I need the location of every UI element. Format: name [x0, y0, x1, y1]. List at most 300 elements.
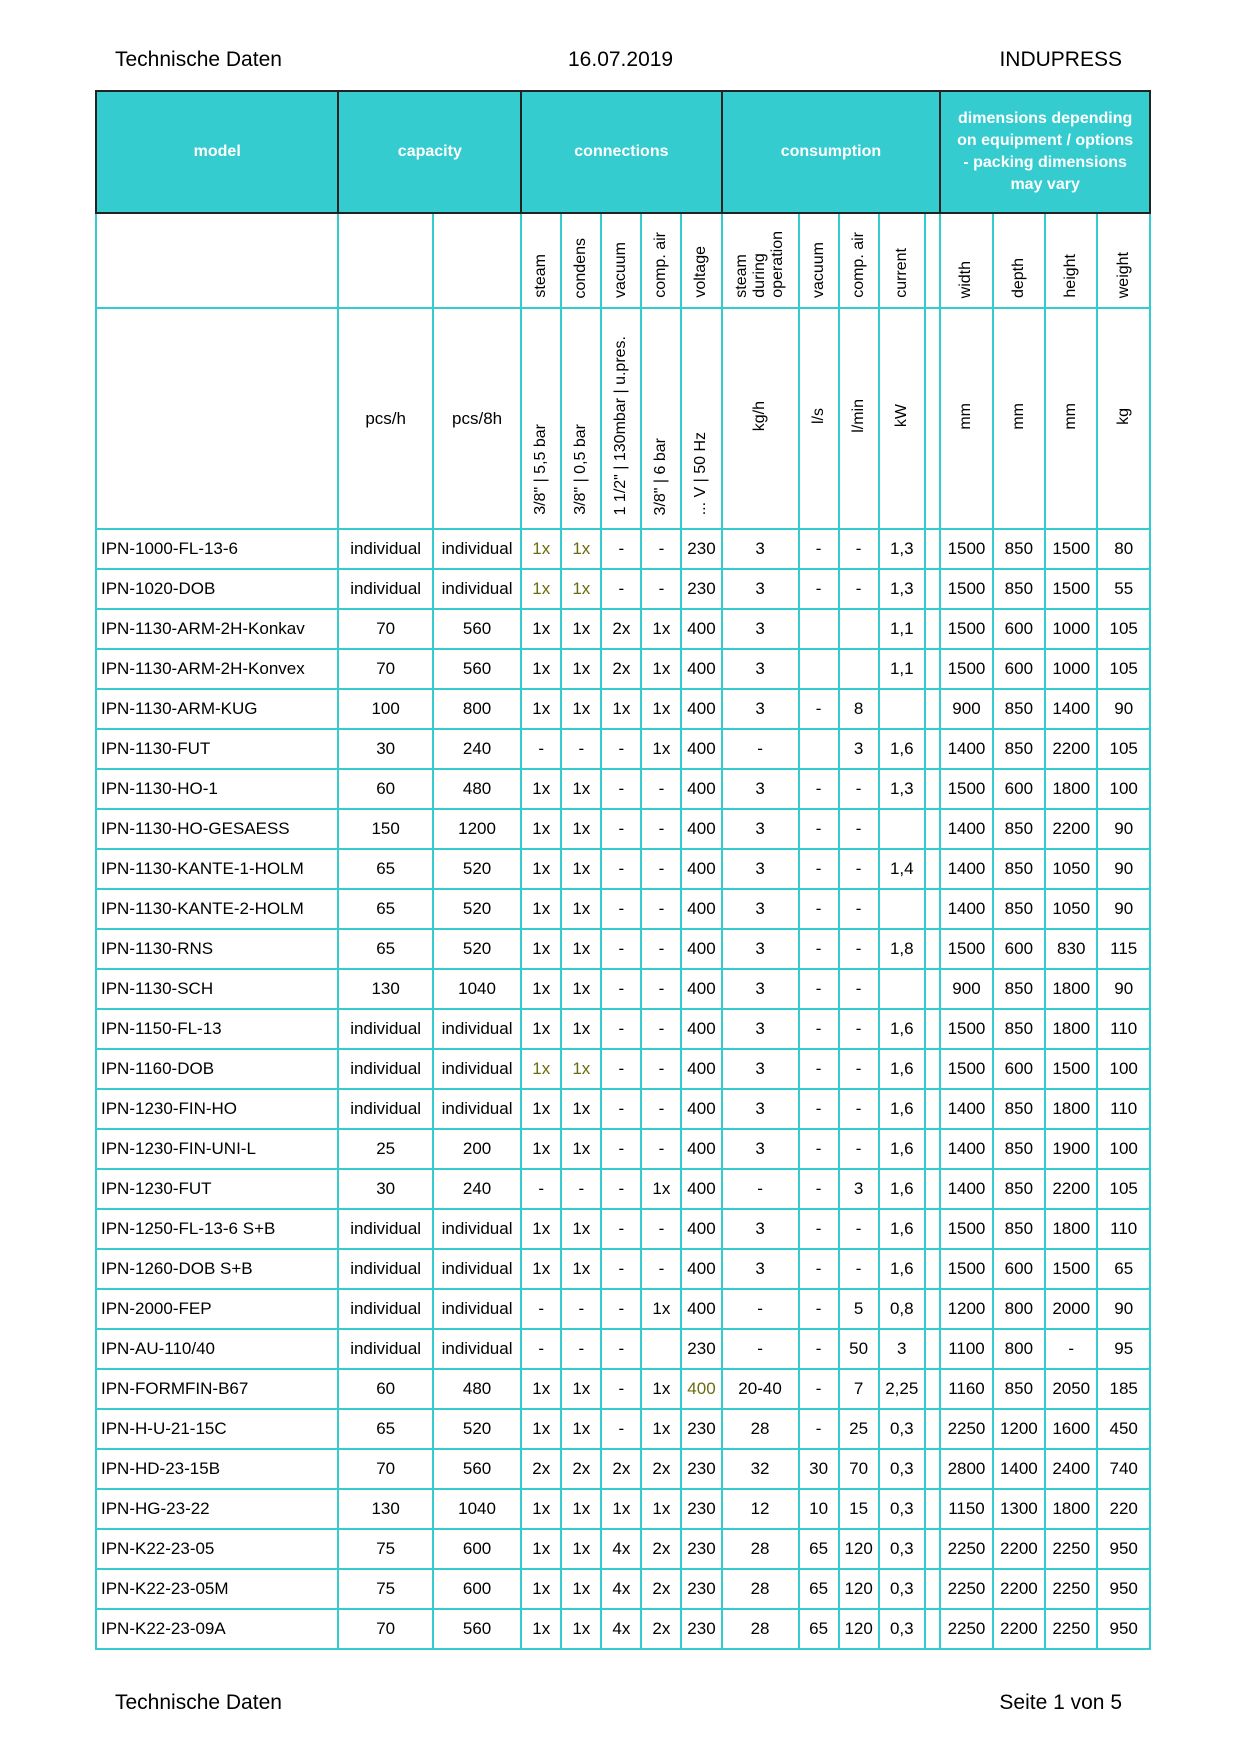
cell-dim-width: 2800: [940, 1449, 992, 1489]
cell-conn-vacuum: -: [601, 809, 641, 849]
cell-spacer: [925, 1489, 940, 1529]
cell-conn-vacuum: 2x: [601, 609, 641, 649]
cell-dim-width: 2250: [940, 1609, 992, 1649]
cell-pcs-per-hour: 65: [338, 1409, 432, 1449]
cell-dim-weight: 950: [1097, 1529, 1150, 1569]
cell-spacer: [925, 569, 940, 609]
sub-dim-height: height: [1045, 213, 1097, 308]
table-row: [96, 1449, 1150, 1489]
cell-conn-voltage: 230: [681, 1529, 721, 1569]
cell-cons-air: 120: [839, 1569, 879, 1609]
cell-cons-steam: 3: [722, 1089, 799, 1129]
cell-model: IPN-1130-HO-1: [96, 769, 338, 809]
cell-conn-voltage: 400: [681, 1169, 721, 1209]
cell-dim-height: 2250: [1045, 1569, 1097, 1609]
cell-dim-weight: 110: [1097, 1209, 1150, 1249]
sub-conn-steam: steam: [521, 213, 561, 308]
cell-cons-steam: 3: [722, 929, 799, 969]
cell-conn-vacuum: -: [601, 1089, 641, 1129]
cell-cons-current: 1,6: [879, 1209, 925, 1249]
cell-cons-current: [879, 969, 925, 1009]
cell-conn-vacuum: 2x: [601, 1449, 641, 1489]
group-model: model: [96, 91, 338, 213]
cell-spacer: [925, 1569, 940, 1609]
cell-cons-steam: 28: [722, 1409, 799, 1449]
cell-dim-depth: 600: [993, 609, 1045, 649]
cell-cons-current: 0,3: [879, 1409, 925, 1449]
cell-spacer: [925, 929, 940, 969]
cell-conn-vacuum: -: [601, 1209, 641, 1249]
cell-cons-air: 5: [839, 1289, 879, 1329]
cell-dim-depth: 850: [993, 729, 1045, 769]
cell-dim-depth: 850: [993, 569, 1045, 609]
cell-dim-height: 2400: [1045, 1449, 1097, 1489]
cell-pcs-per-8h: individual: [433, 529, 521, 569]
cell-conn-condens: 1x: [561, 1609, 601, 1649]
table-row: [96, 1529, 1150, 1569]
technical-data-table: [95, 90, 1151, 1650]
cell-dim-weight: 100: [1097, 1049, 1150, 1089]
cell-conn-condens: 1x: [561, 969, 601, 1009]
cell-conn-steam: 1x: [521, 1209, 561, 1249]
cell-conn-vacuum: -: [601, 969, 641, 1009]
cell-cons-air: -: [839, 529, 879, 569]
cell-cons-current: 1,6: [879, 1129, 925, 1169]
cell-model: IPN-1130-FUT: [96, 729, 338, 769]
cell-model: IPN-1130-KANTE-1-HOLM: [96, 849, 338, 889]
cell-conn-condens: 1x: [561, 649, 601, 689]
unit-conn-voltage: ... V | 50 Hz: [681, 308, 721, 529]
cell-dim-weight: 110: [1097, 1009, 1150, 1049]
cell-cons-steam: 20-40: [722, 1369, 799, 1409]
footer-left: Technische Daten: [115, 1691, 282, 1714]
cell-model: IPN-1230-FIN-UNI-L: [96, 1129, 338, 1169]
cell-pcs-per-hour: 70: [338, 1609, 432, 1649]
cell-dim-weight: 90: [1097, 889, 1150, 929]
cell-conn-steam: 1x: [521, 1489, 561, 1529]
cell-conn-air: 1x: [641, 609, 681, 649]
cell-conn-voltage: 400: [681, 1369, 721, 1409]
cell-dim-weight: 105: [1097, 729, 1150, 769]
cell-dim-height: 1900: [1045, 1129, 1097, 1169]
cell-conn-condens: 1x: [561, 1489, 601, 1529]
cell-cons-steam: -: [722, 1329, 799, 1369]
cell-dim-depth: 600: [993, 769, 1045, 809]
cell-dim-weight: 950: [1097, 1569, 1150, 1609]
cell-dim-weight: 90: [1097, 969, 1150, 1009]
cell-cons-current: 1,3: [879, 769, 925, 809]
cell-cons-air: 7: [839, 1369, 879, 1409]
cell-dim-depth: 800: [993, 1289, 1045, 1329]
cell-dim-height: 1600: [1045, 1409, 1097, 1449]
cell-pcs-per-8h: 520: [433, 1409, 521, 1449]
cell-pcs-per-hour: individual: [338, 1209, 432, 1249]
cell-conn-air: -: [641, 889, 681, 929]
sub-cons-vacuum: vacuum: [799, 213, 839, 308]
cell-dim-height: 1800: [1045, 1489, 1097, 1529]
cell-conn-condens: 1x: [561, 849, 601, 889]
cell-spacer: [925, 969, 940, 1009]
cell-conn-steam: 1x: [521, 529, 561, 569]
cell-spacer: [925, 809, 940, 849]
cell-pcs-per-hour: 65: [338, 849, 432, 889]
cell-dim-weight: 950: [1097, 1609, 1150, 1649]
cell-cons-air: [839, 609, 879, 649]
cell-conn-vacuum: -: [601, 1169, 641, 1209]
cell-cons-vacuum: -: [799, 1049, 839, 1089]
cell-conn-voltage: 230: [681, 529, 721, 569]
cell-cons-current: 1,6: [879, 1169, 925, 1209]
cell-cons-air: [839, 649, 879, 689]
table-row: [96, 1609, 1150, 1649]
cell-spacer: [925, 729, 940, 769]
cell-dim-width: 1500: [940, 769, 992, 809]
cell-dim-width: 2250: [940, 1409, 992, 1449]
cell-cons-air: -: [839, 849, 879, 889]
cell-conn-vacuum: -: [601, 889, 641, 929]
cell-model: IPN-1260-DOB S+B: [96, 1249, 338, 1289]
cell-pcs-per-8h: 600: [433, 1569, 521, 1609]
sub-conn-vacuum: vacuum: [601, 213, 641, 308]
cell-dim-width: 1160: [940, 1369, 992, 1409]
table-row: [96, 1089, 1150, 1129]
cell-conn-steam: 1x: [521, 849, 561, 889]
cell-cons-vacuum: 30: [799, 1449, 839, 1489]
cell-dim-weight: 105: [1097, 609, 1150, 649]
cell-cons-vacuum: [799, 609, 839, 649]
table-row: [96, 1049, 1150, 1089]
cell-conn-vacuum: -: [601, 769, 641, 809]
cell-pcs-per-8h: individual: [433, 1249, 521, 1289]
cell-cons-current: 0,3: [879, 1609, 925, 1649]
cell-conn-steam: 1x: [521, 769, 561, 809]
cell-conn-vacuum: -: [601, 529, 641, 569]
cell-conn-steam: 1x: [521, 649, 561, 689]
cell-dim-width: 2250: [940, 1529, 992, 1569]
cell-pcs-per-8h: 600: [433, 1529, 521, 1569]
cell-spacer: [925, 1409, 940, 1449]
cell-cons-vacuum: -: [799, 849, 839, 889]
cell-pcs-per-8h: individual: [433, 1329, 521, 1369]
cell-cons-air: -: [839, 969, 879, 1009]
cell-conn-air: -: [641, 1049, 681, 1089]
cell-conn-vacuum: 4x: [601, 1529, 641, 1569]
cell-pcs-per-hour: individual: [338, 1049, 432, 1089]
cell-cons-air: -: [839, 1249, 879, 1289]
cell-model: IPN-1160-DOB: [96, 1049, 338, 1089]
unit-cons-steam: kg/h: [722, 308, 799, 529]
cell-cons-air: -: [839, 769, 879, 809]
cell-pcs-per-8h: 520: [433, 849, 521, 889]
cell-spacer: [925, 1049, 940, 1089]
cell-dim-width: 900: [940, 969, 992, 1009]
table-row: [96, 1169, 1150, 1209]
cell-cons-current: 1,8: [879, 929, 925, 969]
cell-conn-steam: 1x: [521, 809, 561, 849]
cell-cons-vacuum: -: [799, 889, 839, 929]
cell-cons-air: 50: [839, 1329, 879, 1369]
cell-model: IPN-K22-23-09A: [96, 1609, 338, 1649]
cell-cons-air: -: [839, 1049, 879, 1089]
cell-conn-voltage: 230: [681, 1609, 721, 1649]
cell-conn-vacuum: -: [601, 1409, 641, 1449]
footer-page: Seite 1 von 5: [999, 1691, 1122, 1714]
cell-cons-current: 1,1: [879, 609, 925, 649]
cell-conn-air: 1x: [641, 1409, 681, 1449]
cell-pcs-per-8h: 520: [433, 929, 521, 969]
cell-conn-condens: 1x: [561, 1409, 601, 1449]
cell-cons-steam: 3: [722, 1209, 799, 1249]
cell-spacer: [925, 1529, 940, 1569]
cell-dim-weight: 100: [1097, 1129, 1150, 1169]
cell-conn-steam: 1x: [521, 1009, 561, 1049]
cell-cons-steam: 3: [722, 969, 799, 1009]
cell-dim-weight: 100: [1097, 769, 1150, 809]
cell-cons-air: 8: [839, 689, 879, 729]
cell-pcs-per-8h: 240: [433, 729, 521, 769]
cell-conn-voltage: 400: [681, 889, 721, 929]
cell-pcs-per-8h: 1040: [433, 969, 521, 1009]
cell-model: IPN-K22-23-05: [96, 1529, 338, 1569]
cell-model: IPN-1130-ARM-2H-Konvex: [96, 649, 338, 689]
cell-dim-width: 1500: [940, 1209, 992, 1249]
cell-spacer: [925, 1129, 940, 1169]
table-row: [96, 769, 1150, 809]
cell-conn-voltage: 400: [681, 689, 721, 729]
cell-pcs-per-8h: individual: [433, 1049, 521, 1089]
cell-conn-air: -: [641, 929, 681, 969]
cell-dim-depth: 850: [993, 889, 1045, 929]
header-left: Technische Daten: [115, 48, 282, 71]
cell-cons-steam: 3: [722, 889, 799, 929]
cell-pcs-per-hour: 100: [338, 689, 432, 729]
cell-cons-steam: 3: [722, 1129, 799, 1169]
cell-spacer: [925, 529, 940, 569]
unit-dim-width: mm: [940, 308, 992, 529]
cell-dim-depth: 850: [993, 529, 1045, 569]
unit-dim-height: mm: [1045, 308, 1097, 529]
cell-dim-weight: 740: [1097, 1449, 1150, 1489]
cell-dim-width: 1500: [940, 1249, 992, 1289]
table-row: [96, 1289, 1150, 1329]
cell-conn-condens: 1x: [561, 1569, 601, 1609]
cell-conn-steam: 1x: [521, 1569, 561, 1609]
cell-dim-height: 1400: [1045, 689, 1097, 729]
table-row: [96, 1249, 1150, 1289]
cell-cons-current: [879, 809, 925, 849]
cell-dim-width: 1400: [940, 849, 992, 889]
cell-dim-height: 2050: [1045, 1369, 1097, 1409]
cell-cons-current: 0,8: [879, 1289, 925, 1329]
cell-cons-steam: -: [722, 1169, 799, 1209]
cell-conn-voltage: 400: [681, 1249, 721, 1289]
cell-cons-current: 1,6: [879, 729, 925, 769]
cell-pcs-per-8h: individual: [433, 1009, 521, 1049]
cell-pcs-per-8h: 800: [433, 689, 521, 729]
cell-conn-air: 1x: [641, 1489, 681, 1529]
cell-dim-width: 1500: [940, 1049, 992, 1089]
cell-pcs-per-8h: 560: [433, 649, 521, 689]
cell-model: IPN-1230-FIN-HO: [96, 1089, 338, 1129]
cell-dim-width: 1400: [940, 1089, 992, 1129]
cell-cons-current: 3: [879, 1329, 925, 1369]
unit-dim-depth: mm: [993, 308, 1045, 529]
cell-conn-steam: 1x: [521, 689, 561, 729]
cell-conn-voltage: 400: [681, 809, 721, 849]
cell-pcs-per-hour: individual: [338, 529, 432, 569]
cell-model: IPN-1130-ARM-KUG: [96, 689, 338, 729]
cell-conn-condens: 1x: [561, 689, 601, 729]
cell-model: IPN-1130-RNS: [96, 929, 338, 969]
cell-cons-current: 1,6: [879, 1049, 925, 1089]
cell-spacer: [925, 1289, 940, 1329]
cell-conn-air: -: [641, 809, 681, 849]
cell-conn-condens: 1x: [561, 809, 601, 849]
cell-dim-weight: 90: [1097, 1289, 1150, 1329]
unit-dim-weight: kg: [1097, 308, 1150, 529]
table-row: [96, 1569, 1150, 1609]
cell-conn-voltage: 230: [681, 1449, 721, 1489]
cell-pcs-per-8h: individual: [433, 569, 521, 609]
cell-dim-height: 2000: [1045, 1289, 1097, 1329]
table-row: [96, 1009, 1150, 1049]
sub-dim-depth: depth: [993, 213, 1045, 308]
cell-dim-weight: 185: [1097, 1369, 1150, 1409]
cell-pcs-per-hour: 75: [338, 1569, 432, 1609]
cell-conn-voltage: 400: [681, 1129, 721, 1169]
cell-dim-depth: 2200: [993, 1569, 1045, 1609]
cell-dim-depth: 1400: [993, 1449, 1045, 1489]
cell-conn-condens: 1x: [561, 929, 601, 969]
cell-dim-width: 1400: [940, 1169, 992, 1209]
cell-dim-depth: 2200: [993, 1609, 1045, 1649]
cell-dim-width: 1400: [940, 889, 992, 929]
sub-cons-current: current: [879, 213, 925, 308]
cell-conn-air: 2x: [641, 1609, 681, 1649]
cell-conn-steam: 1x: [521, 1249, 561, 1289]
cell-conn-steam: 1x: [521, 1089, 561, 1129]
cell-conn-air: -: [641, 569, 681, 609]
cell-dim-depth: 850: [993, 849, 1045, 889]
cell-conn-vacuum: -: [601, 729, 641, 769]
cell-model: IPN-1130-ARM-2H-Konkav: [96, 609, 338, 649]
table-row: [96, 729, 1150, 769]
cell-conn-air: 1x: [641, 1289, 681, 1329]
cell-conn-air: 1x: [641, 689, 681, 729]
cell-conn-air: 1x: [641, 649, 681, 689]
cell-conn-vacuum: -: [601, 929, 641, 969]
cell-cons-vacuum: -: [799, 769, 839, 809]
unit-empty-model: [96, 308, 338, 529]
table-row: [96, 889, 1150, 929]
cell-dim-height: 1500: [1045, 569, 1097, 609]
cell-model: IPN-1000-FL-13-6: [96, 529, 338, 569]
cell-dim-weight: 80: [1097, 529, 1150, 569]
cell-dim-weight: 90: [1097, 689, 1150, 729]
unit-conn-air: 3/8" | 6 bar: [641, 308, 681, 529]
cell-conn-steam: 1x: [521, 929, 561, 969]
cell-pcs-per-hour: 60: [338, 769, 432, 809]
cell-conn-steam: 1x: [521, 569, 561, 609]
cell-cons-steam: 32: [722, 1449, 799, 1489]
cell-conn-vacuum: -: [601, 569, 641, 609]
cell-conn-condens: -: [561, 1289, 601, 1329]
cell-conn-voltage: 400: [681, 729, 721, 769]
cell-conn-voltage: 230: [681, 569, 721, 609]
cell-conn-vacuum: -: [601, 1249, 641, 1289]
cell-conn-vacuum: -: [601, 1329, 641, 1369]
cell-cons-current: 0,3: [879, 1489, 925, 1529]
cell-spacer: [925, 1329, 940, 1369]
cell-conn-steam: 1x: [521, 1049, 561, 1089]
cell-conn-steam: -: [521, 1169, 561, 1209]
cell-dim-width: 1100: [940, 1329, 992, 1369]
cell-conn-condens: 1x: [561, 1249, 601, 1289]
cell-dim-width: 1500: [940, 609, 992, 649]
cell-conn-condens: 1x: [561, 569, 601, 609]
cell-model: IPN-K22-23-05M: [96, 1569, 338, 1609]
cell-pcs-per-hour: 130: [338, 1489, 432, 1529]
cell-model: IPN-1130-KANTE-2-HOLM: [96, 889, 338, 929]
table-row: [96, 689, 1150, 729]
cell-conn-condens: -: [561, 1169, 601, 1209]
cell-cons-steam: 3: [722, 769, 799, 809]
cell-dim-width: 1500: [940, 1009, 992, 1049]
cell-cons-current: 0,3: [879, 1529, 925, 1569]
cell-dim-height: 1050: [1045, 889, 1097, 929]
cell-cons-air: 70: [839, 1449, 879, 1489]
cell-conn-steam: -: [521, 1329, 561, 1369]
cell-cons-vacuum: -: [799, 1249, 839, 1289]
cell-conn-voltage: 230: [681, 1329, 721, 1369]
cell-cons-vacuum: -: [799, 1289, 839, 1329]
cell-cons-vacuum: -: [799, 1089, 839, 1129]
cell-cons-vacuum: -: [799, 969, 839, 1009]
cell-model: IPN-AU-110/40: [96, 1329, 338, 1369]
cell-cons-current: 1,4: [879, 849, 925, 889]
cell-conn-voltage: 400: [681, 1009, 721, 1049]
cell-conn-steam: 2x: [521, 1449, 561, 1489]
cell-conn-condens: 1x: [561, 769, 601, 809]
cell-cons-vacuum: -: [799, 529, 839, 569]
table-row: [96, 1489, 1150, 1529]
cell-conn-steam: -: [521, 729, 561, 769]
cell-conn-air: -: [641, 1089, 681, 1129]
cell-pcs-per-hour: 70: [338, 1449, 432, 1489]
cell-dim-weight: 450: [1097, 1409, 1150, 1449]
cell-cons-current: 1,1: [879, 649, 925, 689]
cell-spacer: [925, 769, 940, 809]
cell-dim-depth: 600: [993, 649, 1045, 689]
table-row: [96, 1409, 1150, 1449]
cell-conn-vacuum: -: [601, 1289, 641, 1329]
cell-pcs-per-hour: 30: [338, 1169, 432, 1209]
cell-conn-voltage: 400: [681, 1089, 721, 1129]
cell-dim-weight: 55: [1097, 569, 1150, 609]
cell-cons-steam: 3: [722, 1009, 799, 1049]
cell-pcs-per-8h: 560: [433, 1609, 521, 1649]
cell-pcs-per-8h: individual: [433, 1289, 521, 1329]
cell-dim-height: 1000: [1045, 609, 1097, 649]
cell-cons-vacuum: -: [799, 1209, 839, 1249]
cell-cons-steam: 3: [722, 689, 799, 729]
cell-conn-air: -: [641, 1009, 681, 1049]
cell-conn-vacuum: -: [601, 1009, 641, 1049]
cell-spacer: [925, 1369, 940, 1409]
cell-spacer: [925, 1169, 940, 1209]
cell-cons-vacuum: [799, 729, 839, 769]
cell-pcs-per-hour: 60: [338, 1369, 432, 1409]
